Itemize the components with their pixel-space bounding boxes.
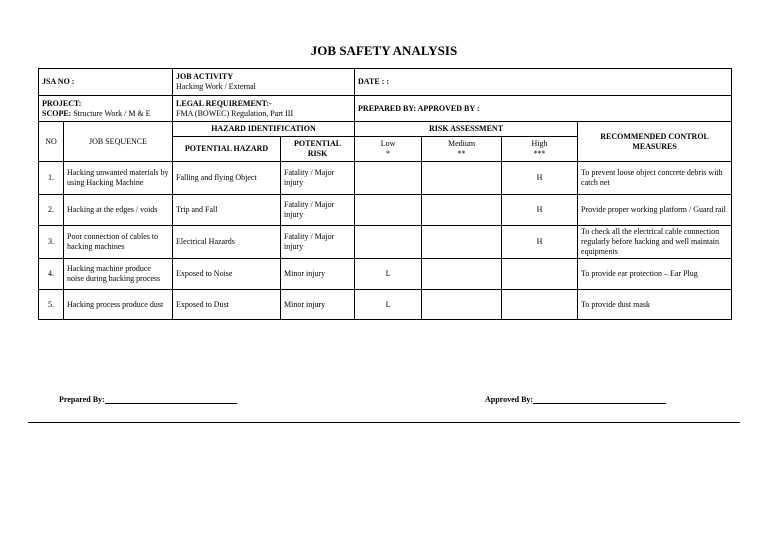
approved-by-line[interactable] xyxy=(533,403,666,404)
row-low[interactable] xyxy=(355,195,422,226)
project-label: PROJECT: xyxy=(42,98,82,108)
prepared-by-signature xyxy=(59,395,237,404)
header-row-2 xyxy=(39,96,732,122)
legal-requirement-label: LEGAL REQUIREMENT:- xyxy=(176,98,272,108)
row-medium[interactable] xyxy=(422,162,502,195)
date-cell[interactable] xyxy=(355,69,732,96)
row-control-measure[interactable]: To provide ear protection – Ear Plug xyxy=(578,259,732,290)
row-no: 4. xyxy=(39,259,64,290)
prepared-by-line[interactable] xyxy=(105,403,237,404)
row-potential-hazard[interactable]: Electrical Hazards xyxy=(173,226,281,259)
row-control-measure[interactable]: Provide proper working platform / Guard rail xyxy=(578,195,732,226)
scope-value: Structure Work / M & E xyxy=(73,108,151,118)
jsa-no-label: JSA NO : xyxy=(42,77,75,86)
table-row xyxy=(39,259,732,290)
col-potential-risk: POTENTIAL RISK xyxy=(281,137,355,162)
row-potential-risk[interactable]: Fatality / Major injury xyxy=(281,226,355,259)
table-row xyxy=(39,226,732,259)
column-group-row xyxy=(39,122,732,137)
row-job-sequence[interactable]: Poor connection of cables to hacking machines xyxy=(64,226,173,259)
row-low[interactable]: L xyxy=(355,259,422,290)
row-job-sequence[interactable]: Hacking machine produce noise during hacking process xyxy=(64,259,173,290)
jsa-table xyxy=(38,68,732,320)
scope-label: SCOPE: xyxy=(42,108,72,118)
row-job-sequence[interactable]: Hacking process produce dust xyxy=(64,290,173,320)
col-hazard-identification: HAZARD IDENTIFICATION xyxy=(173,122,355,137)
table-row xyxy=(39,162,732,195)
row-high[interactable] xyxy=(502,259,578,290)
approved-by-signature xyxy=(485,395,666,404)
row-potential-hazard[interactable]: Trip and Fall xyxy=(173,195,281,226)
prepared-by-label: Prepared By: xyxy=(59,395,105,404)
prepared-approved-cell[interactable] xyxy=(355,96,732,122)
row-high[interactable]: H xyxy=(502,226,578,259)
row-no: 1. xyxy=(39,162,64,195)
col-no: NO xyxy=(39,122,64,162)
row-control-measure[interactable]: To check all the electrical cable connection regularly before hacking and well maintain equipments xyxy=(578,226,732,259)
job-activity-label: JOB ACTIVITY xyxy=(176,72,234,81)
jsa-no-cell[interactable] xyxy=(39,69,173,96)
row-control-measure[interactable]: To provide dust mask xyxy=(578,290,732,320)
row-no: 2. xyxy=(39,195,64,226)
col-high: High *** xyxy=(502,137,578,162)
row-potential-risk[interactable]: Fatality / Major injury xyxy=(281,195,355,226)
col-low: Low * xyxy=(355,137,422,162)
row-medium[interactable] xyxy=(422,290,502,320)
row-high[interactable] xyxy=(502,290,578,320)
row-high[interactable]: H xyxy=(502,162,578,195)
project-cell[interactable] xyxy=(39,96,173,122)
job-activity-cell[interactable] xyxy=(173,69,355,96)
footer-divider xyxy=(28,422,740,423)
col-risk-assessment: RISK ASSESSMENT xyxy=(355,122,578,137)
document-title: JOB SAFETY ANALYSIS xyxy=(310,43,458,58)
row-potential-risk[interactable]: Minor injury xyxy=(281,290,355,320)
row-potential-hazard[interactable]: Falling and flying Object xyxy=(173,162,281,195)
col-medium: Medium ** xyxy=(422,137,502,162)
row-no: 3. xyxy=(39,226,64,259)
header-row-1 xyxy=(39,69,732,96)
row-potential-risk[interactable]: Fatality / Major injury xyxy=(281,162,355,195)
table-row xyxy=(39,290,732,320)
row-no: 5. xyxy=(39,290,64,320)
prepared-approved-label: PREPARED BY: APPROVED BY : xyxy=(358,103,480,113)
row-control-measure[interactable]: To prevent loose object concrete debris with catch net xyxy=(578,162,732,195)
legal-requirement-cell[interactable] xyxy=(173,96,355,122)
row-medium[interactable] xyxy=(422,259,502,290)
row-high[interactable]: H xyxy=(502,195,578,226)
approved-by-label: Approved By: xyxy=(485,395,534,404)
date-label: DATE : : xyxy=(358,77,389,86)
row-low[interactable]: L xyxy=(355,290,422,320)
row-potential-risk[interactable]: Minor injury xyxy=(281,259,355,290)
row-potential-hazard[interactable]: Exposed to Dust xyxy=(173,290,281,320)
job-activity-value: Hacking Work / External xyxy=(176,82,256,91)
col-job-sequence: JOB SEQUENCE xyxy=(64,122,173,162)
row-medium[interactable] xyxy=(422,195,502,226)
row-potential-hazard[interactable]: Exposed to Noise xyxy=(173,259,281,290)
row-low[interactable] xyxy=(355,162,422,195)
row-low[interactable] xyxy=(355,226,422,259)
table-row xyxy=(39,195,732,226)
row-job-sequence[interactable]: Hacking unwanted materials by using Hacking Machine xyxy=(64,162,173,195)
col-potential-hazard: POTENTIAL HAZARD xyxy=(173,137,281,162)
row-medium[interactable] xyxy=(422,226,502,259)
col-recommended-control: RECOMMENDED CONTROL MEASURES xyxy=(578,122,732,162)
legal-requirement-value: FMA (BOWEC) Regulation, Part III xyxy=(176,108,294,118)
row-job-sequence[interactable]: Hacking at the edges / voids xyxy=(64,195,173,226)
